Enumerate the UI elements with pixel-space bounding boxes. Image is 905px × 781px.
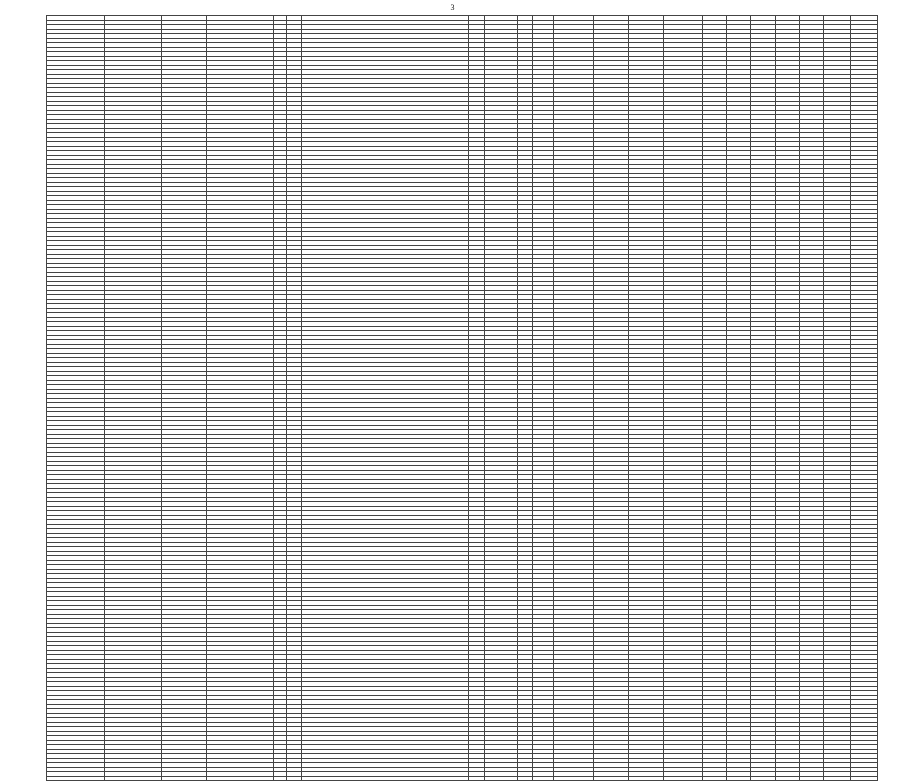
table-cell — [726, 776, 750, 781]
table-cell — [287, 776, 302, 781]
table-row — [47, 776, 878, 781]
table-cell — [702, 776, 726, 781]
table-cell — [594, 776, 628, 781]
table-cell — [751, 776, 775, 781]
table-cell — [553, 776, 594, 781]
table-cell — [851, 776, 878, 781]
table-cell — [302, 776, 468, 781]
document-sheet — [46, 15, 878, 781]
table-cell — [518, 776, 533, 781]
table-cell — [533, 776, 553, 781]
table-cell — [161, 776, 207, 781]
table-cell — [484, 776, 517, 781]
table-body — [47, 16, 878, 781]
table-cell — [468, 776, 484, 781]
table-cell — [775, 776, 799, 781]
table-cell — [628, 776, 663, 781]
table-cell — [799, 776, 823, 781]
table-cell — [207, 776, 274, 781]
table-cell — [104, 776, 161, 781]
table-cell — [47, 776, 105, 781]
table-cell — [273, 776, 286, 781]
table-cell — [664, 776, 703, 781]
housing-repair-table — [46, 15, 878, 781]
table-cell — [824, 776, 851, 781]
page-number: 3 — [450, 3, 455, 12]
